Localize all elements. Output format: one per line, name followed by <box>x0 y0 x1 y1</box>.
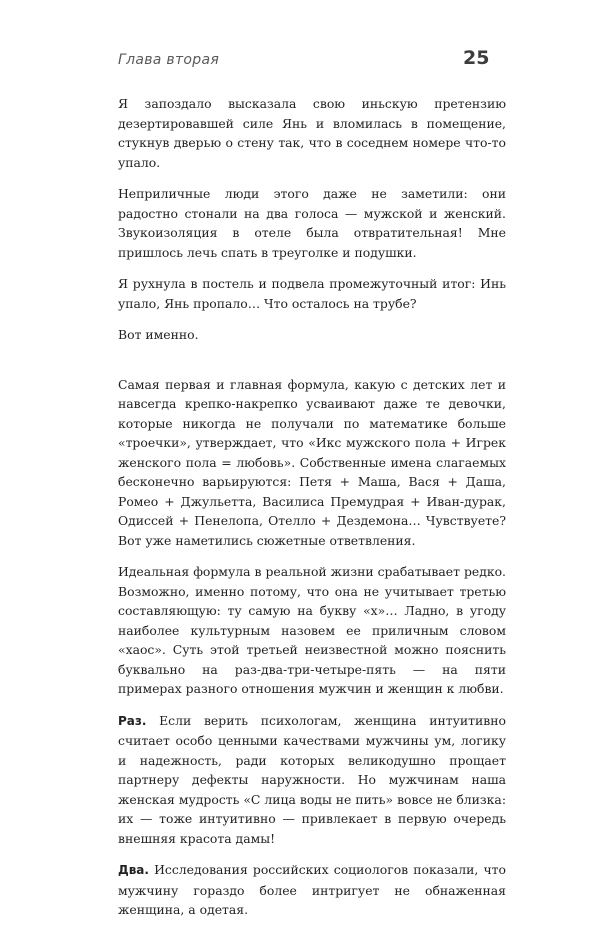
paragraph <box>118 325 506 345</box>
paragraph-text: Если верить психологам, женщина интуитивно считает особо ценными качествами мужчины ум, логику и надежность, ради которых великодушно прощает партнеру дефекты наружности. Но мужчинам наша женская мудрость «С лица воды не пить» вовсе не близка: их — тоже интуитивно — привлекает в первую очередь внешняя красота дамы! <box>118 712 506 846</box>
paragraph <box>118 184 506 262</box>
paragraph <box>118 274 506 313</box>
paragraph-text: Я запоздало высказала свою иньскую претензию дезертировавшей силе Янь и вломилась в помещение, стукнув дверью о стену так, что в соседнем номере что-то упало. <box>118 96 506 170</box>
paragraph-lead: Раз. <box>118 713 147 728</box>
paragraph-text: Самая первая и главная формула, какую с детских лет и навсегда крепко-накрепко усваивают даже те девочки, которые никогда не получали по математике больше «троечки», утверждает, что «Икс мужского пола + Игрек женского пола = любовь». Собственные имена слагаемых бесконечно варьируются: Петя + Маша, Вася + Даша, Ромео + Джульетта, Василиса Премудрая + Иван-дурак, Одиссей + Пенелопа, Отелло + Дездемона… Чувствуете? Вот уже наметились сюжетные ответвления. <box>118 376 506 548</box>
paragraph <box>118 94 506 172</box>
paragraph-text: Неприличные люди этого даже не заметили: они радостно стонали на два голоса — мужской и женский. Звукоизоляция в отеле была отвратительная! Мне пришлось лечь спать в треуголке и подушки. <box>118 186 506 260</box>
paragraph <box>118 562 506 699</box>
paragraph-text: Я рухнула в постель и подвела промежуточный итог: Инь упало, Янь пропало… Что осталось на трубе? <box>118 276 506 311</box>
paragraph-text: Исследования российских социологов показали, что мужчину гораздо более интригует не обнаженная женщина, а одетая. <box>118 862 506 917</box>
paragraph-text: Идеальная формула в реальной жизни срабатывает редко. Возможно, именно потому, что она не учитывает третью составляющую: ту самую на букву «х»… Ладно, в угоду наиболее культурным назовем ее приличным словом «хаос». Суть этой третьей неизвестной можно пояснить буквально на раз-два-три-четыре-пять — на пяти примерах разного отношения мужчин и женщин к любви. <box>118 564 506 696</box>
paragraph <box>118 860 506 920</box>
body-text <box>118 94 506 932</box>
paragraph <box>118 375 506 551</box>
paragraph-lead: Два. <box>118 863 149 877</box>
paragraph-text: Вот именно. <box>118 327 199 342</box>
page-number: 25 <box>463 47 490 69</box>
chapter-running-head: Глава вторая <box>118 52 220 68</box>
paragraph <box>118 711 506 849</box>
